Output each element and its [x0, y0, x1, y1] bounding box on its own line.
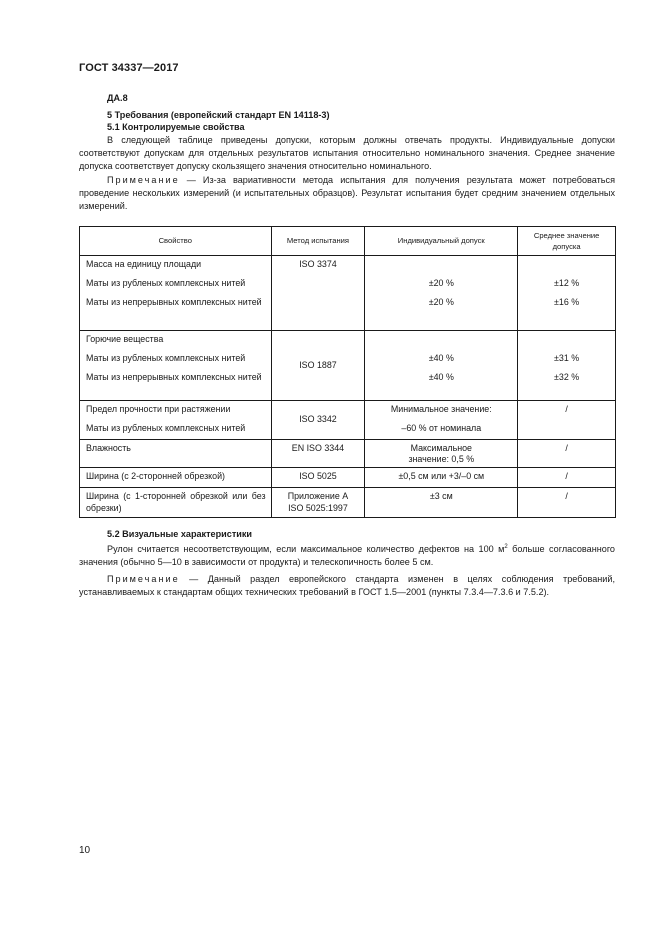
subsection-2-title: 5.2 Визуальные характеристики — [107, 529, 253, 539]
cell-individual: Максимальное значение: 0,5 % — [365, 440, 518, 468]
cell-property — [80, 256, 272, 331]
table-row — [80, 440, 616, 468]
cell-individual: ±3 см — [365, 488, 518, 518]
r-width1-method-line2: ISO 5025:1997 — [288, 502, 348, 513]
visual-paragraph-sup: 2 — [504, 544, 508, 550]
g1-row3: Маты из непрерывных комплексных нитей — [86, 297, 262, 307]
visual-paragraph-b: больше согласованного значения (обычно 5—10 в зависимости от продукта) и телескопичность более 5 см. — [79, 544, 615, 567]
visual-paragraph — [79, 541, 615, 569]
note-2-text: — Данный раздел европейского стандарта изменен в целях соблюдения требований, устанавливаемых к стандартам общих технических требований в ГОСТ 1.5—2001 (пункты 7.3.4—7.3.6 и 7.5.2). — [79, 574, 615, 597]
cell-property: Ширина (с 1-сторонней обрезкой или без обрезки) — [80, 488, 272, 518]
g1-ind2: ±20 % — [428, 278, 454, 288]
table-row — [80, 331, 616, 401]
g2-row1: Горючие вещества — [86, 334, 164, 344]
g2-row2: Маты из рубленых комплексных нитей — [86, 353, 246, 363]
col-header-average-line2: допуска — [552, 242, 581, 251]
g1-avg2: ±12 % — [554, 278, 580, 288]
g2-row3: Маты из непрерывных комплексных нитей — [86, 372, 262, 382]
note-1-label: Примечание — [107, 175, 180, 185]
g2-avg2: ±31 % — [554, 353, 580, 363]
g1-avg3: ±16 % — [554, 297, 580, 307]
cell-method — [271, 488, 365, 518]
col-header-individual: Индивидуальный допуск — [365, 227, 518, 256]
cell-property — [80, 401, 272, 440]
table-row — [80, 401, 616, 440]
note-2 — [79, 573, 615, 599]
note-1-text: — Из-за вариативности метода испытания для получения результата может потребоваться проведение нескольких измерений (и испытательных образцов). Результат испытания будет средним значением отдельных измерений. — [79, 175, 615, 211]
cell-individual — [365, 331, 518, 401]
col-header-method: Метод испытания — [271, 227, 365, 256]
cell-method: EN ISO 3344 — [271, 440, 365, 468]
g2-avg3: ±32 % — [554, 372, 580, 382]
document-code: ГОСТ 34337—2017 — [79, 62, 179, 74]
g3-row1: Предел прочности при растяжении — [86, 404, 231, 414]
cell-average: / — [518, 488, 616, 518]
cell-property — [80, 331, 272, 401]
intro-block — [79, 134, 615, 172]
cell-individual — [365, 256, 518, 331]
col-header-average — [518, 227, 616, 256]
cell-average — [518, 331, 616, 401]
col-header-property: Свойство — [80, 227, 272, 256]
note-block-2 — [79, 573, 615, 599]
note-2-label: Примечание — [107, 574, 180, 584]
g1-ind3: ±20 % — [428, 297, 454, 307]
appendix-label: ДА.8 — [107, 93, 128, 103]
g2-ind3: ±40 % — [428, 372, 454, 382]
cell-individual — [365, 401, 518, 440]
g2-ind2: ±40 % — [428, 353, 454, 363]
table-header-row — [80, 227, 616, 256]
g1-row1: Масса на единицу площади — [86, 259, 202, 269]
g3-row2: Маты из рубленых комплексных нитей — [86, 423, 246, 433]
cell-average: / — [518, 468, 616, 488]
intro-paragraph: В следующей таблице приведены допуски, которым должны отвечать продукты. Индивидуальные допуски соответствуют допускам для отдельных результатов испытания относительно номинального значения. Среднее значение допуска соответствует допуску скользящего значения относительно номинального. — [79, 135, 615, 171]
table-row — [80, 468, 616, 488]
visual-block — [79, 541, 615, 569]
subsection-title: 5.1 Контролируемые свойства — [107, 122, 245, 132]
cell-method: ISO 1887 — [271, 331, 365, 401]
cell-individual: ±0,5 см или +3/–0 см — [365, 468, 518, 488]
cell-method: ISO 3374 — [271, 256, 365, 331]
cell-average: / — [518, 401, 616, 440]
g3-ind1: Минимальное значение: — [390, 404, 492, 414]
r-width1-method-line1: Приложение А — [287, 491, 349, 502]
cell-property: Ширина (с 2-сторонней обрезкой) — [80, 468, 272, 488]
g1-row2: Маты из рубленых комплексных нитей — [86, 278, 246, 288]
section-title: 5 Требования (европейский стандарт EN 14118-3) — [107, 110, 330, 120]
page-number: 10 — [79, 845, 91, 856]
table-row — [80, 256, 616, 331]
note-block-1 — [79, 174, 615, 212]
cell-average — [518, 256, 616, 331]
cell-property: Влажность — [80, 440, 272, 468]
g3-ind2: –60 % от номинала — [401, 423, 482, 433]
cell-method: ISO 5025 — [271, 468, 365, 488]
visual-paragraph-a: Рулон считается несоответствующим, если максимальное количество дефектов на 100 м — [107, 544, 505, 555]
col-header-average-line1: Среднее значение — [533, 230, 600, 240]
cell-method: ISO 3342 — [271, 401, 365, 440]
cell-average: / — [518, 440, 616, 468]
table-row — [80, 488, 616, 518]
properties-table — [79, 226, 616, 518]
note-1 — [79, 174, 615, 212]
